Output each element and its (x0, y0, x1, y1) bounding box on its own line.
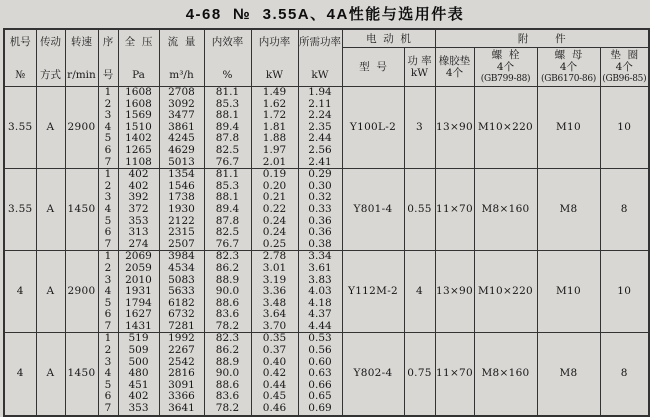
drive-mode-cell: A (36, 87, 65, 169)
flow-cell: 3477 (159, 110, 204, 122)
drive-label2: 方式 (40, 69, 61, 81)
internal-power-unit: kW (265, 69, 284, 81)
pressure-cell: 519 (118, 333, 159, 345)
internal-power-cell: 0.22 (251, 204, 298, 216)
internal-power-cell: 1.49 (251, 87, 298, 99)
pressure-cell: 1608 (118, 87, 159, 99)
internal-power-cell: 0.24 (251, 227, 298, 239)
required-power-cell: 2.35 (298, 122, 342, 134)
rubber-pad-cell: 11×70 (435, 333, 474, 416)
motor-model-cell: Y112M-2 (342, 251, 404, 333)
col-header-internal-power (251, 29, 298, 87)
seq-cell: 1 (98, 169, 118, 181)
required-power-cell: 0.32 (298, 192, 342, 204)
nut-label: 螺 母 (554, 49, 583, 61)
motor-model-label: 型 号 (359, 61, 387, 73)
washer-qty: 4个 (615, 61, 633, 73)
required-power-cell: 3.61 (298, 263, 342, 275)
pressure-cell: 451 (118, 380, 159, 392)
pressure-cell: 1794 (118, 298, 159, 310)
pressure-cell: 1931 (118, 286, 159, 298)
required-power-cell: 0.36 (298, 227, 342, 239)
table-row (4, 169, 649, 181)
internal-power-cell: 0.35 (251, 333, 298, 345)
efficiency-cell: 86.2 (204, 345, 251, 357)
efficiency-cell: 90.0 (204, 368, 251, 380)
seq-cell: 1 (98, 333, 118, 345)
nut-cell: M10 (537, 87, 600, 169)
seq-cell: 5 (98, 380, 118, 392)
flow-cell: 1992 (159, 333, 204, 345)
speed-cell: 1450 (65, 169, 98, 251)
col-header-required-power (298, 29, 342, 87)
flow-cell: 3641 (159, 403, 204, 416)
efficiency-cell: 88.1 (204, 110, 251, 122)
internal-power-cell: 1.62 (251, 99, 298, 111)
flow-cell: 2708 (159, 87, 204, 99)
pressure-cell: 274 (118, 239, 159, 251)
col-header-nut (537, 48, 600, 87)
seq-cell: 1 (98, 87, 118, 99)
seq-cell: 6 (98, 391, 118, 403)
efficiency-cell: 88.9 (204, 275, 251, 287)
efficiency-cell: 82.3 (204, 251, 251, 263)
motor-power-cell: 4 (404, 251, 435, 333)
seq-cell: 4 (98, 368, 118, 380)
pressure-cell: 1265 (118, 145, 159, 157)
seq-cell: 7 (98, 321, 118, 333)
pressure-cell: 480 (118, 368, 159, 380)
efficiency-cell: 88.6 (204, 298, 251, 310)
drive-mode-cell: A (36, 333, 65, 416)
pressure-cell: 313 (118, 227, 159, 239)
seq-cell: 4 (98, 122, 118, 134)
seq-cell: 7 (98, 239, 118, 251)
flow-cell: 2315 (159, 227, 204, 239)
pressure-cell: 402 (118, 391, 159, 403)
required-power-cell: 2.44 (298, 133, 342, 145)
efficiency-cell: 82.3 (204, 333, 251, 345)
efficiency-cell: 85.3 (204, 99, 251, 111)
flow-cell: 2542 (159, 357, 204, 369)
internal-power-cell: 3.64 (251, 309, 298, 321)
flow-cell: 7281 (159, 321, 204, 333)
col-header-flow (159, 29, 204, 87)
bolt-label: 螺 栓 (491, 49, 520, 61)
drive-mode-cell: A (36, 251, 65, 333)
efficiency-cell: 85.3 (204, 181, 251, 193)
pressure-cell: 353 (118, 403, 159, 416)
seq-cell: 3 (98, 275, 118, 287)
pressure-cell: 2010 (118, 275, 159, 287)
efficiency-cell: 87.8 (204, 216, 251, 228)
seq-cell: 7 (98, 403, 118, 416)
efficiency-cell: 81.1 (204, 169, 251, 181)
required-power-cell: 4.18 (298, 298, 342, 310)
bolt-qty: 4个 (496, 61, 515, 73)
col-header-motor-power (404, 48, 435, 87)
required-power-cell: 0.36 (298, 216, 342, 228)
efficiency-unit: % (222, 69, 233, 81)
efficiency-cell: 81.1 (204, 87, 251, 99)
flow-cell: 6732 (159, 309, 204, 321)
machine-no-cell: 4 (4, 251, 36, 333)
required-power-cell: 0.53 (298, 333, 342, 345)
required-power-cell: 2.24 (298, 110, 342, 122)
accessories-group-label: 附 件 (517, 32, 566, 45)
required-power-cell: 3.34 (298, 251, 342, 263)
flow-cell: 2267 (159, 345, 204, 357)
seq-cell: 3 (98, 110, 118, 122)
required-power-cell: 0.29 (298, 169, 342, 181)
nut-standard: (GB6170-86) (541, 74, 596, 84)
col-header-seq (98, 29, 118, 87)
internal-power-cell: 0.20 (251, 181, 298, 193)
required-power-cell: 4.03 (298, 286, 342, 298)
pressure-cell: 1108 (118, 157, 159, 169)
efficiency-cell: 87.8 (204, 133, 251, 145)
seq-cell: 6 (98, 227, 118, 239)
performance-selection-table (3, 28, 650, 417)
required-power-cell: 0.56 (298, 345, 342, 357)
bolt-cell: M10×220 (474, 87, 537, 169)
col-header-rubber-pad (435, 48, 474, 87)
speed-cell: 2900 (65, 251, 98, 333)
required-power-cell: 1.94 (298, 87, 342, 99)
flow-cell: 4245 (159, 133, 204, 145)
efficiency-cell: 78.2 (204, 403, 251, 416)
required-power-cell: 4.44 (298, 321, 342, 333)
pressure-cell: 392 (118, 192, 159, 204)
motor-model-cell: Y802-4 (342, 333, 404, 416)
washer-cell: 8 (600, 333, 649, 416)
bolt-cell: M10×220 (474, 251, 537, 333)
washer-standard: (GB96-85) (602, 74, 647, 84)
flow-cell: 1546 (159, 181, 204, 193)
internal-power-cell: 3.01 (251, 263, 298, 275)
nut-cell: M10 (537, 251, 600, 333)
seq-cell: 2 (98, 99, 118, 111)
flow-cell: 2122 (159, 216, 204, 228)
motor-model-cell: Y100L-2 (342, 87, 404, 169)
internal-power-cell: 3.36 (251, 286, 298, 298)
machine-no-cell: 3.55 (4, 169, 36, 251)
nut-cell: M8 (537, 333, 600, 416)
pressure-cell: 1627 (118, 309, 159, 321)
seq-cell: 2 (98, 345, 118, 357)
seq-cell: 6 (98, 145, 118, 157)
pressure-cell: 1510 (118, 122, 159, 134)
internal-power-cell: 1.97 (251, 145, 298, 157)
efficiency-cell: 76.7 (204, 239, 251, 251)
efficiency-cell: 90.0 (204, 286, 251, 298)
col-header-machine-no (4, 29, 36, 87)
efficiency-cell: 76.7 (204, 157, 251, 169)
rubber-pad-cell: 13×90 (435, 251, 474, 333)
flow-cell: 6182 (159, 298, 204, 310)
pressure-cell: 402 (118, 181, 159, 193)
efficiency-label: 内效率 (211, 36, 244, 48)
efficiency-cell: 83.6 (204, 391, 251, 403)
rubber-pad-cell: 13×90 (435, 87, 474, 169)
seq-cell: 2 (98, 181, 118, 193)
flow-cell: 3984 (159, 251, 204, 263)
required-power-cell: 4.37 (298, 309, 342, 321)
col-header-drive-mode (36, 29, 65, 87)
pressure-cell: 1431 (118, 321, 159, 333)
internal-power-cell: 0.46 (251, 403, 298, 416)
pressure-cell: 1569 (118, 110, 159, 122)
pressure-cell: 353 (118, 216, 159, 228)
flow-cell: 5013 (159, 157, 204, 169)
internal-power-cell: 0.19 (251, 169, 298, 181)
seq-label2: 号 (102, 69, 114, 81)
flow-cell: 3092 (159, 99, 204, 111)
required-power-cell: 0.30 (298, 181, 342, 193)
efficiency-cell: 83.6 (204, 309, 251, 321)
flow-cell: 1930 (159, 204, 204, 216)
required-power-cell: 0.66 (298, 380, 342, 392)
required-power-unit: kW (311, 69, 329, 81)
group-header-accessories (435, 29, 649, 48)
machine-no-cell: 4 (4, 333, 36, 416)
efficiency-cell: 89.4 (204, 122, 251, 134)
speed-cell: 2900 (65, 87, 98, 169)
motor-power-label: 功 率 (407, 55, 432, 67)
flow-cell: 3366 (159, 391, 204, 403)
required-power-cell: 2.41 (298, 157, 342, 169)
internal-power-cell: 1.81 (251, 122, 298, 134)
seq-cell: 4 (98, 204, 118, 216)
motor-power-cell: 3 (404, 87, 435, 169)
flow-cell: 4534 (159, 263, 204, 275)
nut-cell: M8 (537, 169, 600, 251)
flow-cell: 5633 (159, 286, 204, 298)
internal-power-cell: 2.01 (251, 157, 298, 169)
internal-power-cell: 1.88 (251, 133, 298, 145)
motor-power-cell: 0.75 (404, 333, 435, 416)
flow-unit: m³/h (169, 69, 194, 81)
machine-no-cell: 3.55 (4, 87, 36, 169)
flow-cell: 2507 (159, 239, 204, 251)
required-power-cell: 0.65 (298, 391, 342, 403)
flow-cell: 3861 (159, 122, 204, 134)
required-power-label: 所需功率 (299, 36, 341, 48)
efficiency-cell: 86.2 (204, 263, 251, 275)
internal-power-cell: 3.19 (251, 275, 298, 287)
required-power-cell: 0.33 (298, 204, 342, 216)
seq-cell: 2 (98, 263, 118, 275)
col-header-efficiency (204, 29, 251, 87)
speed-cell: 1450 (65, 333, 98, 416)
table-body (4, 87, 649, 416)
required-power-cell: 0.63 (298, 368, 342, 380)
col-header-bolt (474, 48, 537, 87)
flow-cell: 1738 (159, 192, 204, 204)
drive-label: 传动 (40, 36, 61, 48)
speed-label: 转速 (71, 36, 92, 48)
rubber-pad-label: 橡胶垫 (438, 55, 471, 67)
washer-cell: 10 (600, 251, 649, 333)
internal-power-label: 内功率 (258, 36, 291, 48)
motor-power-cell: 0.55 (404, 169, 435, 251)
bolt-standard: (GB799-88) (480, 74, 531, 84)
internal-power-cell: 2.78 (251, 251, 298, 263)
seq-label: 序 (102, 36, 114, 48)
motor-power-unit: kW (410, 67, 429, 79)
internal-power-cell: 1.72 (251, 110, 298, 122)
internal-power-cell: 0.40 (251, 357, 298, 369)
required-power-cell: 2.11 (298, 99, 342, 111)
required-power-cell: 0.38 (298, 239, 342, 251)
col-header-motor-model (342, 48, 404, 87)
internal-power-cell: 0.21 (251, 192, 298, 204)
internal-power-cell: 0.44 (251, 380, 298, 392)
flow-label: 流 量 (167, 36, 196, 48)
pressure-cell: 500 (118, 357, 159, 369)
flow-cell: 4629 (159, 145, 204, 157)
pressure-cell: 1608 (118, 99, 159, 111)
pressure-cell: 2059 (118, 263, 159, 275)
group-header-motor (342, 29, 435, 48)
flow-cell: 1354 (159, 169, 204, 181)
efficiency-cell: 82.5 (204, 227, 251, 239)
efficiency-cell: 89.4 (204, 204, 251, 216)
seq-cell: 4 (98, 286, 118, 298)
seq-cell: 6 (98, 309, 118, 321)
page-title: 4-68 № 3.55A、4A性能与选用件表 (185, 6, 465, 23)
seq-cell: 7 (98, 157, 118, 169)
pressure-unit: Pa (132, 69, 145, 81)
rubber-pad-cell: 11×70 (435, 169, 474, 251)
internal-power-cell: 0.25 (251, 239, 298, 251)
internal-power-cell: 0.42 (251, 368, 298, 380)
pressure-cell: 2069 (118, 251, 159, 263)
required-power-cell: 0.69 (298, 403, 342, 416)
internal-power-cell: 0.24 (251, 216, 298, 228)
pressure-cell: 509 (118, 345, 159, 357)
seq-cell: 5 (98, 133, 118, 145)
efficiency-cell: 88.6 (204, 380, 251, 392)
col-header-washer (600, 48, 649, 87)
rubber-pad-qty: 4个 (445, 67, 464, 79)
pressure-cell: 1402 (118, 133, 159, 145)
machine-no-label: 机号 (9, 36, 31, 48)
nut-qty: 4个 (559, 61, 578, 73)
washer-label: 垫 圈 (610, 49, 639, 61)
col-header-speed (65, 29, 98, 87)
required-power-cell: 3.83 (298, 275, 342, 287)
flow-cell: 5083 (159, 275, 204, 287)
internal-power-cell: 0.45 (251, 391, 298, 403)
bolt-cell: M8×160 (474, 169, 537, 251)
washer-cell: 8 (600, 169, 649, 251)
internal-power-cell: 0.37 (251, 345, 298, 357)
pressure-cell: 372 (118, 204, 159, 216)
seq-cell: 3 (98, 357, 118, 369)
efficiency-cell: 88.9 (204, 357, 251, 369)
motor-group-label: 电 动 机 (366, 32, 411, 45)
internal-power-cell: 3.70 (251, 321, 298, 333)
machine-no-unit: № (15, 69, 26, 81)
required-power-cell: 2.56 (298, 145, 342, 157)
col-header-pressure (118, 29, 159, 87)
efficiency-cell: 82.5 (204, 145, 251, 157)
pressure-cell: 402 (118, 169, 159, 181)
drive-mode-cell: A (36, 169, 65, 251)
internal-power-cell: 3.48 (251, 298, 298, 310)
efficiency-cell: 88.1 (204, 192, 251, 204)
speed-unit: r/min (67, 69, 96, 81)
washer-cell: 10 (600, 87, 649, 169)
pressure-label: 全 压 (124, 36, 153, 48)
seq-cell: 5 (98, 216, 118, 228)
table-row (4, 87, 649, 99)
flow-cell: 2816 (159, 368, 204, 380)
required-power-cell: 0.60 (298, 357, 342, 369)
seq-cell: 5 (98, 298, 118, 310)
seq-cell: 1 (98, 251, 118, 263)
flow-cell: 3091 (159, 380, 204, 392)
motor-model-cell: Y801-4 (342, 169, 404, 251)
seq-cell: 3 (98, 192, 118, 204)
bolt-cell: M8×160 (474, 333, 537, 416)
efficiency-cell: 78.2 (204, 321, 251, 333)
